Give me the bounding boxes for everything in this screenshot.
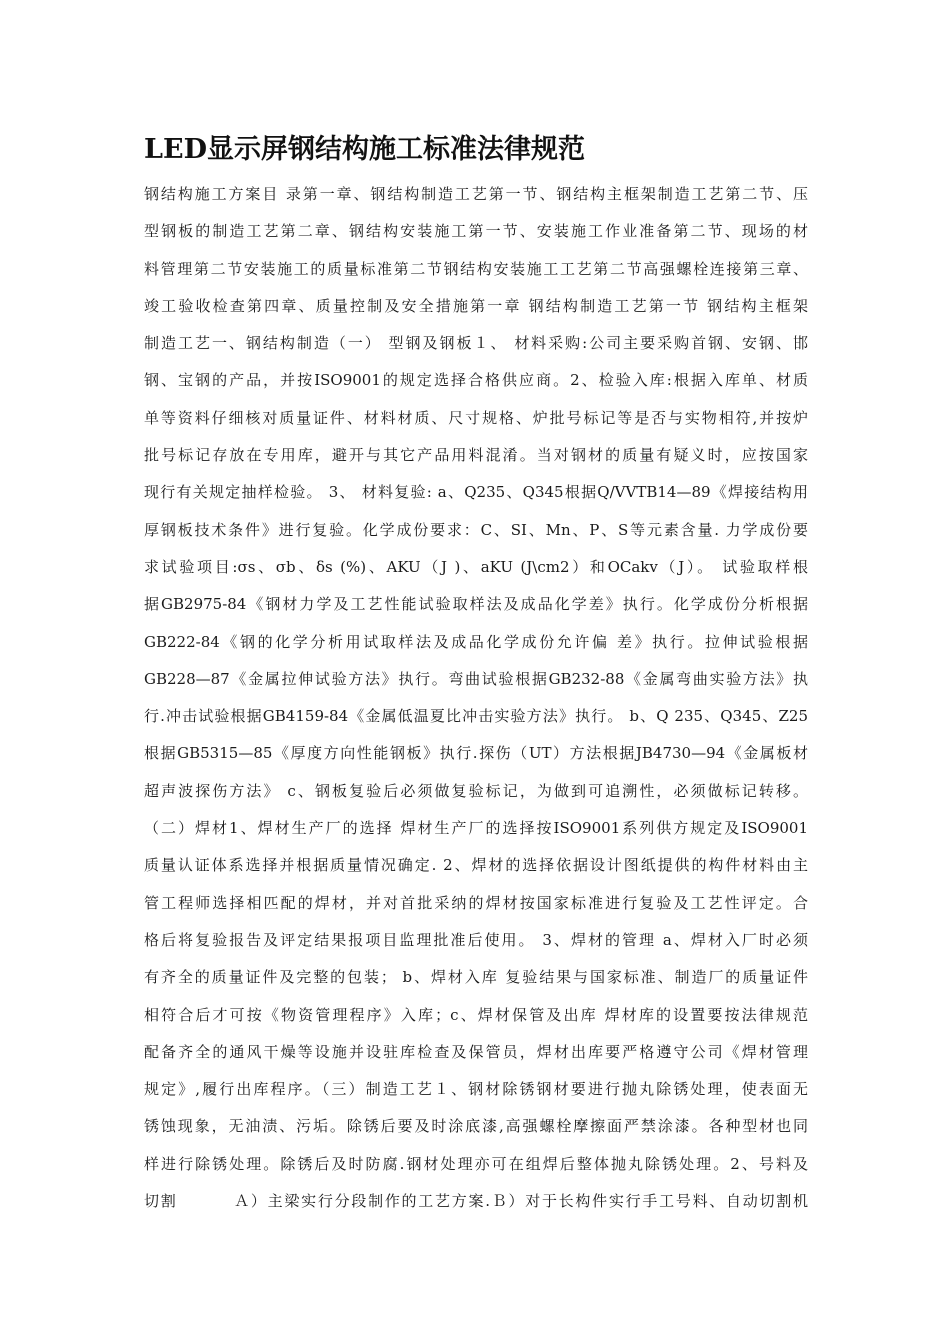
document-body <box>144 176 808 1220</box>
body-line: 超声波探伤方法》 c、钢板复验后必须做复验标记，为做到可追溯性，必须做标记转移。 <box>144 781 808 800</box>
body-line: 根据GB5315—85《厚度方向性能钢板》执行.探伤（UT）方法根据JB4730—94《金属板材 <box>144 744 808 763</box>
body-line: 行.冲击试验根据GB4159-84《金属低温夏比冲击实验方法》执行。 b、Q 235、Q345、Z25 <box>144 707 808 726</box>
body-line: 钢、宝钢的产品，并按ISO9001的规定选择合格供应商。2、检验入库:根据入库单、材质 <box>144 371 808 390</box>
body-line: 钢结构施工方案目 录第一章、钢结构制造工艺第一节、钢结构主框架制造工艺第二节、压 <box>144 185 808 203</box>
body-line: GB228—87《金属拉伸试验方法》执行。弯曲试验根据GB232-88《金属弯曲实验方法》执 <box>144 669 808 688</box>
body-line: 管工程师选择相匹配的焊材，并对首批采纳的焊材按国家标准进行复验及工艺性评定。合 <box>144 893 808 912</box>
body-line: 据GB2975-84《钢材力学及工艺性能试验取样法及成品化学差》执行。化学成份分析根据 <box>144 595 808 614</box>
body-line: 有齐全的质量证件及完整的包装； b、焊材入库 复验结果与国家标准、制造厂的质量证件 <box>144 968 808 987</box>
body-line: 质量认证体系选择并根据质量情况确定. 2、焊材的选择依据设计图纸提供的构件材料由主 <box>144 856 808 875</box>
body-line: 求试验项目:σs、σb、δs (%)、AKU（J )、aKU (J\cm2）和OCakv（J）。 试验取样根 <box>144 557 808 576</box>
body-line: （二）焊材1、焊材生产厂的选择 焊材生产厂的选择按ISO9001系列供方规定及ISO9001 <box>144 819 808 838</box>
body-line: 型钢板的制造工艺第二章、钢结构安装施工第一节、安装施工作业准备第二节、现场的材 <box>144 222 808 241</box>
body-line: 配备齐全的通风干燥等设施并设驻库检查及保管员，焊材出库要严格遵守公司《焊材管理 <box>144 1042 808 1061</box>
body-line: 单等资料仔细核对质量证件、材料材质、尺寸规格、炉批号标记等是否与实物相符,并按炉 <box>144 408 808 427</box>
body-line: 锈蚀现象，无油渍、污垢。除锈后要及时涂底漆,高强螺栓摩擦面严禁涂漆。各种型材也同 <box>144 1117 808 1136</box>
body-line: 规定》,履行出库程序。（三）制造工艺１、钢材除锈钢材要进行抛丸除锈处理，使表面无 <box>144 1080 808 1099</box>
body-line: 格后将复验报告及评定结果报项目监理批准后使用。 3、焊材的管理 a、焊材入厂时必须 <box>144 930 808 949</box>
body-line: 现行有关规定抽样检验。 3、 材料复验: a、Q235、Q345根据Q/VVTB14—89《焊接结构用 <box>144 483 808 502</box>
body-line: 批号标记存放在专用库，避开与其它产品用料混淆。当对钢材的质量有疑义时，应按国家 <box>144 446 808 465</box>
body-line: 料管理第二节安装施工的质量标准第二节钢结构安装施工工艺第二节高强螺栓连接第三章、 <box>144 259 808 278</box>
body-line: 样进行除锈处理。除锈后及时防腐.钢材处理亦可在组焊后整体抛丸除锈处理。2、号料及 <box>144 1154 808 1173</box>
body-line: 竣工验收检查第四章、质量控制及安全措施第一章 钢结构制造工艺第一节 钢结构主框架 <box>144 296 808 315</box>
body-line: GB222-84《钢的化学分析用试取样法及成品化学成份允许偏 差》执行。拉伸试验根据 <box>144 632 808 651</box>
body-line: 厚钢板技术条件》进行复验。化学成份要求：C、SI、Mn、P、S等元素含量. 力学成份要 <box>144 520 808 539</box>
document-title: LED显示屏钢结构施工标准法律规范 <box>144 134 585 165</box>
body-line: 切割 Ａ）主梁实行分段制作的工艺方案.Ｂ）对于长构件实行手工号料、自动切割机 <box>144 1192 808 1211</box>
body-line: 相符合后才可按《物资管理程序》入库；c、焊材保管及出库 焊材库的设置要按法律规范 <box>144 1005 808 1024</box>
body-line: 制造工艺一、钢结构制造（一） 型钢及钢板１、 材料采购:公司主要采购首钢、安钢、邯 <box>144 334 808 353</box>
